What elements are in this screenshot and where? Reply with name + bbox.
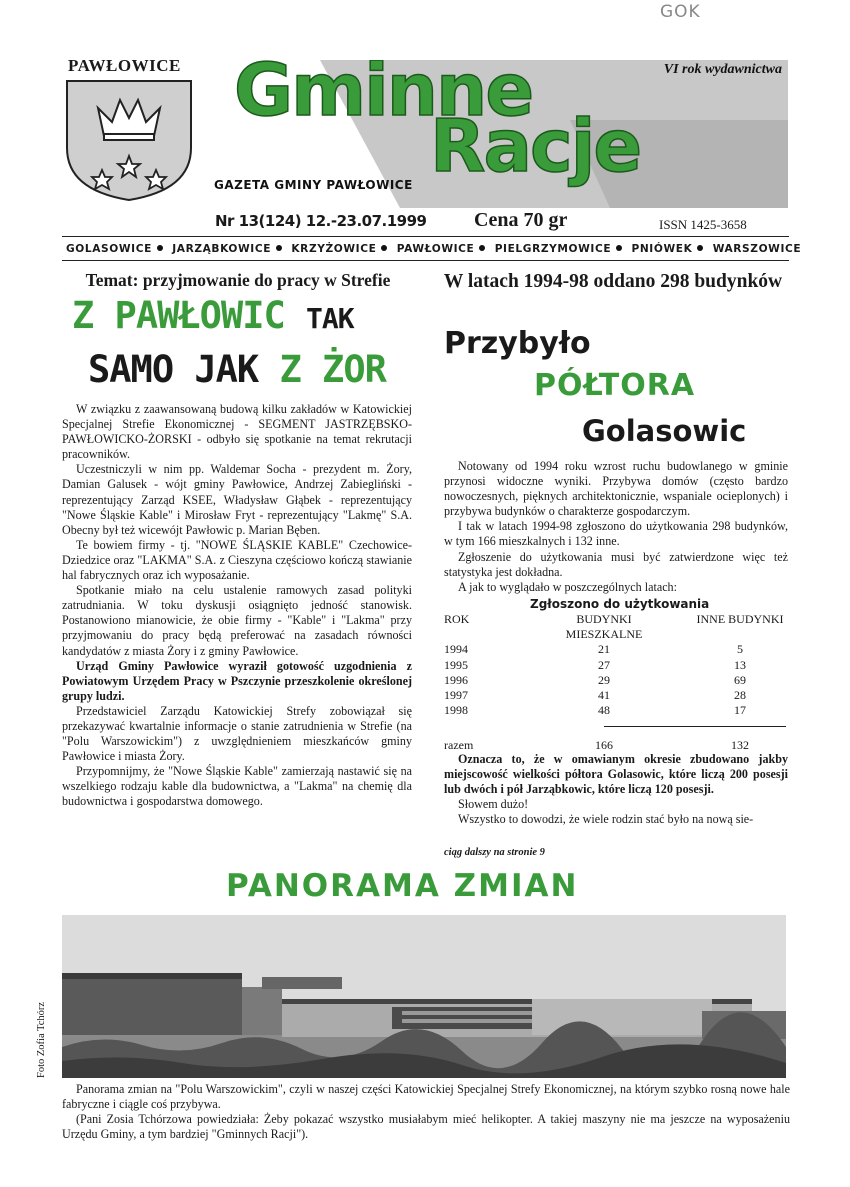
headline-line1: Przybyło — [444, 326, 591, 361]
headline-line2 — [88, 348, 386, 391]
town-name: PAWŁOWICE — [68, 56, 181, 75]
village-name: PIELGRZYMOWICE — [494, 243, 612, 255]
paragraph: Spotkanie miało na celu ustalenie ramowych zasad polityki zatrudniania. W toku dyskusji osiągnięto jedność stanowisk. Postanowiono mianowicie, że obie firmy - "Kable" i "Lakma" przy przyjmowaniu do pracy będą preferować na zasadach równości kandydatów z miasta Żory i z gminy Pawłowice. — [62, 583, 412, 658]
photo-caption — [62, 1082, 790, 1142]
table-total-other: 132 — [731, 738, 749, 752]
right-article-body-continued — [444, 752, 788, 827]
paragraph: I tak w latach 1994-98 zgłoszono do użytkowania 298 budynków, w tym 166 mieszkalnych i 132 inne. — [444, 519, 788, 549]
village-name: KRZYŻOWICE — [291, 243, 377, 255]
village-name: GOLASOWICE — [66, 243, 152, 255]
paragraph: Zgłoszenie do użytkowania musi być zatwierdzone więc też statystyka jest dokładna. — [444, 549, 788, 579]
article-kicker: W latach 1994-98 oddano 298 budynków — [443, 271, 783, 292]
table-row — [444, 688, 788, 703]
right-article-body — [444, 459, 788, 595]
paragraph: Notowany od 1994 roku wzrost ruchu budowlanego w gminie przynosi widoczne wyniki. Przybywa domów (często bardzo nowoczesnych, pięknych architektonicznie, wspaniale ocieplonych) i przybywa budynków o charakterze gospodarczym. — [444, 459, 788, 519]
panorama-title: PANORAMA ZMIAN — [226, 868, 579, 904]
panorama-photo — [62, 915, 786, 1078]
headline-green-part: Z ŻOR — [279, 348, 386, 391]
paragraph: A jak to wyglądało w poszczególnych latach: — [458, 579, 677, 594]
year-note: VI rok wydawnictwa — [663, 62, 782, 77]
table-sum-line — [604, 726, 786, 727]
bullet-icon — [479, 245, 485, 251]
table-header-year: ROK — [444, 612, 470, 626]
masthead-title-line2: Racje — [430, 104, 641, 188]
article-theme: Temat: przyjmowanie do pracy w Strefie — [85, 270, 391, 290]
paragraph: Słowem dużo! — [458, 797, 529, 812]
paragraph: W związku z zaawansowaną budową kilku zakładów w Katowickiej Specjalnej Strefie Ekonomicznej - SEGMENT JASTRZĘBSKO-PAWŁOWICKO-ŻORSKI - odbyło się spotkanie na temat rekrutacji pracowników. — [62, 402, 412, 462]
coat-of-arms-icon — [64, 78, 194, 202]
paragraph: Wszystko to dowodzi, że wiele rodzin stać było na nową sie- — [458, 812, 754, 827]
table-cell-year: 1997 — [444, 687, 468, 702]
table-header-other: INNE BUDYNKI — [696, 612, 784, 626]
table-row — [444, 703, 788, 718]
table-cell-year: 1998 — [444, 703, 468, 718]
bullet-icon — [276, 245, 282, 251]
table-cell-other: 5 — [737, 642, 743, 657]
headline-green-part: Z PAWŁOWIC — [72, 294, 285, 337]
issue-number: Nr 13(124) 12.-23.07.1999 — [215, 212, 427, 230]
village-name: PNIÓWEK — [631, 243, 693, 255]
divider — [62, 260, 789, 261]
table-cell-residential: 41 — [598, 687, 610, 702]
caption-paragraph: Panorama zmian na "Polu Warszowickim", czyli w naszej części Katowickiej Specjalnej Strefy Ekonomicznej, na którym szybko rosną nowe hale fabryczne i ciągle coś przybywa. — [62, 1082, 790, 1112]
caption-paragraph: (Pani Zosia Tchórzowa powiedziała: Żeby pokazać wszystko musiałabym mieć helikopter. A takiej maszyny nie ma jeszcze na wyposażeniu Urzędu Gminy, a tym bardziej "Gminnych Racji"). — [62, 1112, 790, 1142]
paragraph: Te bowiem firmy - tj. "NOWE ŚLĄSKIE KABLE" Czechowice-Dziedzice oraz "LAKMA" S.A. z Cieszyna częściowo kończą stawianie hal fabrycznych oraz ich wyposażanie. — [62, 537, 412, 583]
village-name: PAWŁOWICE — [396, 243, 475, 255]
table-cell-year: 1995 — [444, 657, 468, 672]
handwritten-note: GOK — [660, 2, 701, 22]
table-cell-other: 13 — [734, 657, 746, 672]
headline-line2: PÓŁTORA — [534, 368, 696, 403]
factory-photo-illustration — [62, 915, 786, 1078]
masthead-title-line1: Gminne — [234, 60, 533, 132]
table-cell-residential: 27 — [598, 657, 610, 672]
bullet-icon — [157, 245, 163, 251]
table-title: Zgłoszono do użytkowania — [530, 597, 710, 611]
table-total-label: razem — [444, 738, 474, 752]
paragraph: Uczestniczyli w nim pp. Waldemar Socha - prezydent m. Żory, Damian Galusek - wójt gminy Pawłowice, Andrzej Zabiegliński - reprezentujący Zarząd KSEE, Władysław Głąbek - reprezentujący "Nowe Śląskie Kable" i Mirosław Fryt - reprezentujący "Lakmę" S.A. Obecny był też wicewójt Pawłowic p. Marian Bęben. — [62, 462, 412, 537]
issn: ISSN 1425-3658 — [659, 217, 747, 232]
masthead-subtitle: GAZETA GMINY PAWŁOWICE — [214, 178, 413, 192]
bullet-icon — [697, 245, 703, 251]
paragraph: Przypomnijmy, że "Nowe Śląskie Kable" zamierzają nastawić się na wszelkiego rodzaju kable dla budownictwa, a "Lakma" na chemię dla budownictwa i gospodarstwa domowego. — [62, 764, 412, 809]
headline-line3: Golasowic — [582, 414, 747, 448]
table-cell-year: 1996 — [444, 672, 468, 687]
table-cell-other: 17 — [734, 703, 746, 718]
headline-line1 — [72, 294, 354, 337]
headline-black-part: SAMO JAK — [88, 348, 259, 391]
bullet-icon — [381, 245, 387, 251]
table-header-row — [444, 612, 788, 627]
table-cell-residential: 29 — [598, 672, 610, 687]
table-row — [444, 673, 788, 688]
left-article-body — [62, 402, 412, 810]
village-name: JARZĄBKOWICE — [172, 243, 272, 255]
table-cell-residential: 21 — [598, 642, 610, 657]
table-cell-residential: 48 — [598, 703, 610, 718]
masthead-banner — [210, 60, 788, 208]
headline-black-part: TAK — [306, 302, 354, 335]
paragraph: Przedstawiciel Zarządu Katowickiej Strefy zobowiązał się przekazywać kwartalnie informacje o stanie zatrudnienia w Strefie (na "Polu Warszowickim") z uwzględnieniem mieszkańców gminy Pawłowice i miasta Żory. — [62, 703, 412, 764]
table-header-row — [444, 627, 788, 642]
photo-credit: Foto Zofia Tchórz — [36, 1001, 47, 1078]
table-header-residential: BUDYNKI — [576, 612, 632, 626]
table-cell-year: 1994 — [444, 642, 468, 657]
village-name: WARSZOWICE — [712, 243, 802, 255]
table-total-residential: 166 — [595, 738, 613, 752]
table-cell-other: 28 — [734, 687, 746, 702]
bullet-icon — [616, 245, 622, 251]
continued-note: ciąg dalszy na stronie 9 — [444, 847, 545, 858]
table-row — [444, 642, 788, 657]
table-header-residential: MIESZKALNE — [565, 627, 643, 642]
table-cell-other: 69 — [734, 672, 746, 687]
paragraph: Oznacza to, że w omawianym okresie zbudowano jakby miejscowość wielkości półtora Golasowic, które liczą 200 posesji lub dwóch i pół Jarząbkowic, które liczą 120 posesji. — [444, 752, 788, 797]
villages-bar — [66, 243, 802, 255]
buildings-table — [444, 612, 788, 718]
divider — [62, 236, 789, 237]
price: Cena 70 gr — [474, 209, 568, 231]
paragraph: Urząd Gminy Pawłowice wyraził gotowość uzgodnienia z Powiatowym Urzędem Pracy w Pszczynie przeszkolenie określonej grupy ludzi. — [62, 658, 412, 703]
table-row — [444, 658, 788, 673]
